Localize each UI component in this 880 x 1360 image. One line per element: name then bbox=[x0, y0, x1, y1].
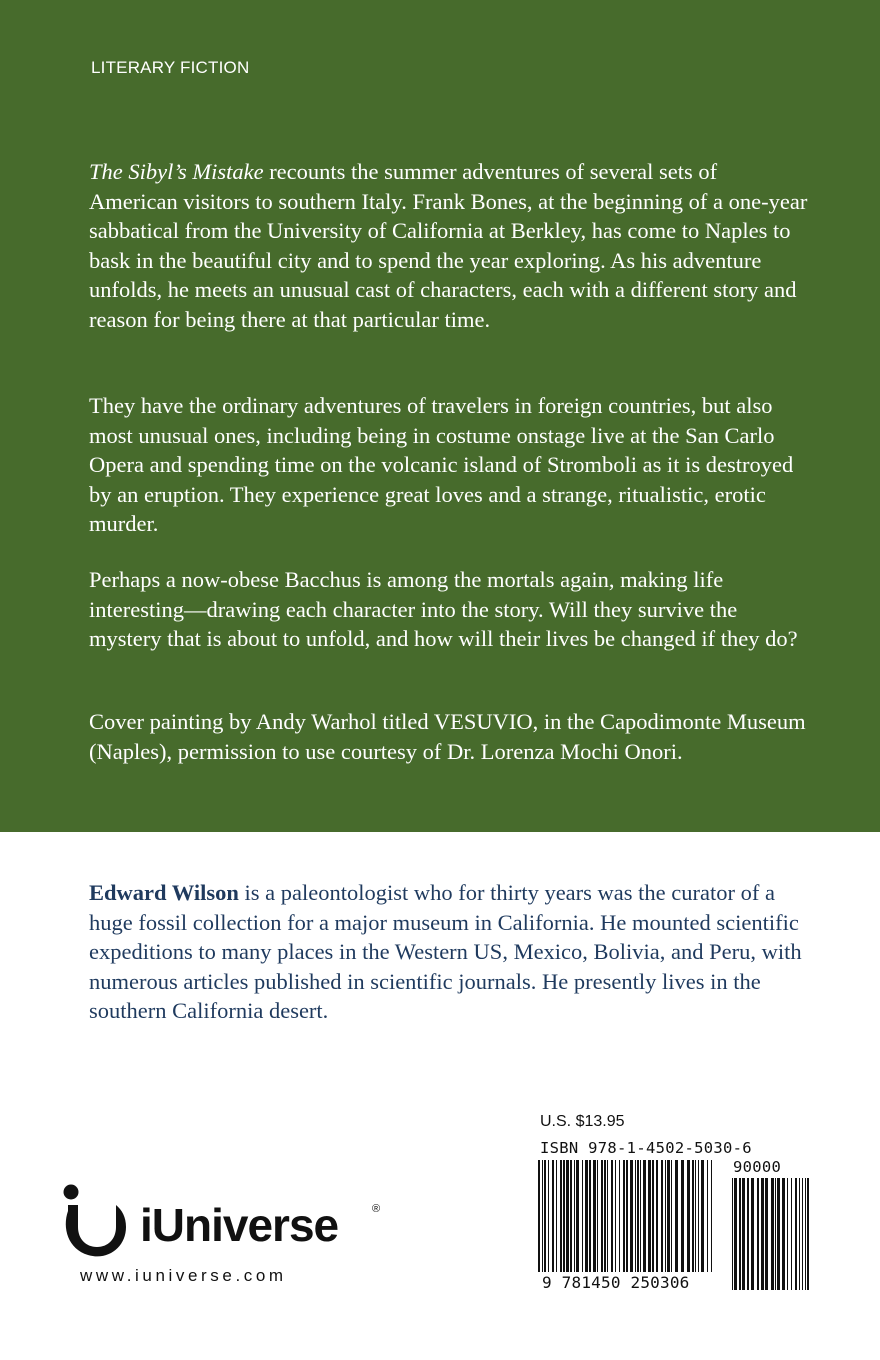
barcode-bar bbox=[619, 1160, 620, 1272]
barcode-bar bbox=[593, 1160, 596, 1272]
barcode-bar bbox=[589, 1160, 591, 1272]
barcode-number: 9 781450 250306 bbox=[542, 1273, 690, 1292]
barcode-bar bbox=[791, 1178, 792, 1290]
barcode-bar bbox=[799, 1178, 800, 1290]
barcode-main bbox=[538, 1160, 712, 1272]
barcode-bar bbox=[635, 1160, 636, 1272]
publisher-url[interactable]: www.iuniverse.com bbox=[80, 1266, 287, 1285]
barcode-bar bbox=[771, 1178, 774, 1290]
addon-code: 90000 bbox=[733, 1158, 782, 1176]
barcode-bar bbox=[604, 1160, 606, 1272]
barcode-bar bbox=[707, 1160, 708, 1272]
isbn-label: ISBN 978-1-4502-5030-6 bbox=[540, 1139, 752, 1157]
barcode-bar bbox=[732, 1178, 733, 1290]
barcode-bar bbox=[563, 1160, 565, 1272]
barcode-bar bbox=[665, 1160, 666, 1272]
barcode-bar bbox=[542, 1160, 543, 1272]
price-label: U.S. $13.95 bbox=[540, 1113, 625, 1130]
barcode-bar bbox=[544, 1160, 546, 1272]
barcode-bar bbox=[747, 1178, 749, 1290]
publisher-name: iUniverse bbox=[140, 1199, 339, 1251]
barcode-bar bbox=[630, 1160, 633, 1272]
author-bio bbox=[89, 878, 809, 1026]
barcode-bar bbox=[643, 1160, 646, 1272]
barcode-bar bbox=[597, 1160, 598, 1272]
barcode-bar bbox=[692, 1160, 694, 1272]
barcode-bar bbox=[777, 1178, 780, 1290]
genre-label: LITERARY FICTION bbox=[91, 58, 250, 77]
barcode-bar bbox=[671, 1160, 672, 1272]
barcode-bar bbox=[574, 1160, 575, 1272]
barcode-bar bbox=[802, 1178, 803, 1290]
barcode-bar bbox=[681, 1160, 684, 1272]
blurb-paragraph-2: They have the ordinary adventures of travelers in foreign countries, but also most unusual ones, including being in costume onstage live at the San Carlo Opera and spending time on the volcanic island of Stromboli as it is destroyed by an eruption. They experience great loves and a strange, ritualistic, erotic murder. bbox=[89, 393, 794, 536]
blurb-paragraph-3: Perhaps a now-obese Bacchus is among the mortals again, making life interesting—drawing each character into the story. Will they survive the mystery that is about to unfold, and how will their lives be changed if they do? bbox=[89, 567, 798, 651]
book-title: The Sibyl’s Mistake bbox=[89, 159, 264, 184]
registered-mark: ® bbox=[372, 1203, 381, 1215]
barcode-bar bbox=[751, 1178, 754, 1290]
barcode bbox=[535, 1160, 810, 1290]
author-bio-text: is a paleontologist who for thirty years was the curator of a huge fossil collection for a major museum in California. He mounted scientific expeditions to many places in the Western US, Mexico, Bolivia, and Peru, with numerous articles published in scientific journals. He presently lives in the southern California desert. bbox=[89, 880, 802, 1023]
barcode-bar bbox=[560, 1160, 562, 1272]
barcode-bar bbox=[538, 1160, 540, 1272]
iuniverse-logo-icon bbox=[62, 1183, 134, 1263]
barcode-bar bbox=[611, 1160, 613, 1272]
barcode-bar bbox=[675, 1160, 678, 1272]
blurb-paragraph-1-text: recounts the summer adventures of several sets of American visitors to southern Italy. Frank Bones, at the beginning of a one-year sabbatical from the University of California at Berkley, has come to Naples to bask in the beautiful city and to spend the year exploring. As his adventure unfolds, he meets an unusual cast of characters, each with a different story and reason for being there at that particular time. bbox=[89, 159, 808, 332]
barcode-bar bbox=[552, 1160, 554, 1272]
barcode-bar bbox=[576, 1160, 579, 1272]
barcode-bar bbox=[615, 1160, 616, 1272]
barcode-bar bbox=[775, 1178, 776, 1290]
barcode-bar bbox=[661, 1160, 663, 1272]
barcode-bar bbox=[734, 1178, 737, 1290]
barcode-bar bbox=[711, 1160, 712, 1272]
barcode-bar bbox=[607, 1160, 608, 1272]
barcode-bar bbox=[556, 1160, 557, 1272]
barcode-bar bbox=[667, 1160, 670, 1272]
barcode-addon bbox=[732, 1178, 809, 1290]
barcode-bar bbox=[742, 1178, 745, 1290]
author-name: Edward Wilson bbox=[89, 880, 239, 905]
blurb-paragraph-1 bbox=[89, 157, 809, 334]
barcode-bar bbox=[626, 1160, 628, 1272]
cover-credit: Cover painting by Andy Warhol titled VESUVIO, in the Capodimonte Museum (Naples), permission to use courtesy of Dr. Lorenza Mochi Onori. bbox=[89, 709, 806, 764]
barcode-bar bbox=[582, 1160, 583, 1272]
barcode-bar bbox=[637, 1160, 639, 1272]
barcode-bar bbox=[765, 1178, 768, 1290]
barcode-bar bbox=[548, 1160, 549, 1272]
barcode-bar bbox=[652, 1160, 654, 1272]
barcode-bar bbox=[807, 1178, 809, 1290]
barcode-bar bbox=[648, 1160, 651, 1272]
barcode-bar bbox=[656, 1160, 658, 1272]
barcode-bar bbox=[787, 1178, 788, 1290]
barcode-bar bbox=[782, 1178, 785, 1290]
barcode-bar bbox=[805, 1178, 806, 1290]
barcode-bar bbox=[761, 1178, 764, 1290]
barcode-bar bbox=[757, 1178, 759, 1290]
barcode-bar bbox=[687, 1160, 690, 1272]
barcode-bar bbox=[640, 1160, 641, 1272]
barcode-bar bbox=[601, 1160, 603, 1272]
barcode-bar bbox=[795, 1178, 797, 1290]
barcode-bar bbox=[739, 1178, 741, 1290]
barcode-bar bbox=[695, 1160, 696, 1272]
barcode-bar bbox=[566, 1160, 569, 1272]
barcode-bar bbox=[570, 1160, 572, 1272]
barcode-bar bbox=[698, 1160, 699, 1272]
barcode-bar bbox=[585, 1160, 588, 1272]
barcode-bar bbox=[701, 1160, 704, 1272]
barcode-bar bbox=[623, 1160, 625, 1272]
